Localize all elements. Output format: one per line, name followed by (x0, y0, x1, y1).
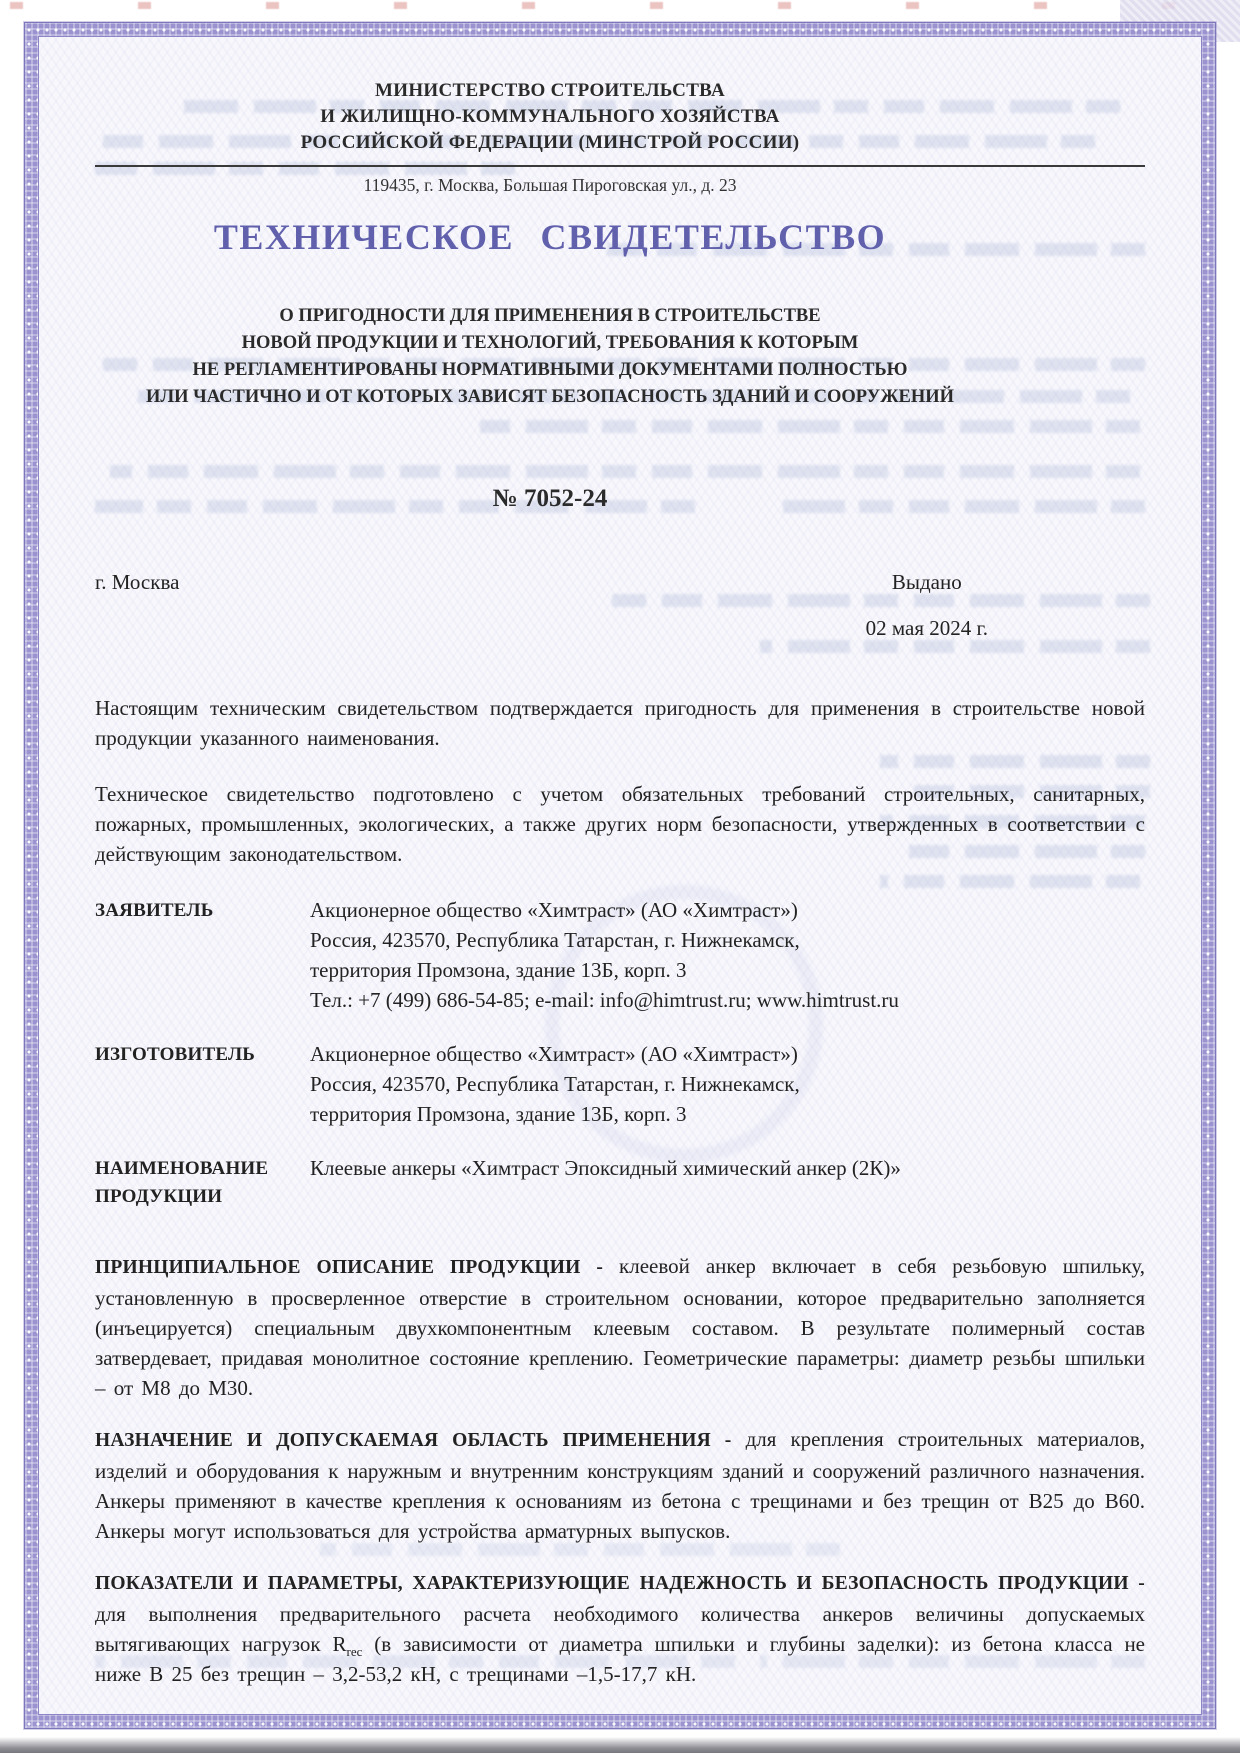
ministry-line-3: РОССИЙСКОЙ ФЕДЕРАЦИИ (МИНСТРОЙ РОССИИ) (300, 132, 800, 153)
section-purpose-scope (95, 1424, 1145, 1546)
section-heading: ПОКАЗАТЕЛИ И ПАРАМЕТРЫ, ХАРАКТЕРИЗУЮЩИЕ НАДЕЖНОСТЬ И БЕЗОПАСНОСТЬ ПРОДУКЦИИ - (95, 1573, 1145, 1594)
r-rec-subscript: rec (346, 1644, 363, 1660)
field-manufacturer (95, 1039, 1145, 1129)
fields-block (95, 895, 1145, 1211)
document-content (38, 36, 1202, 1715)
issue-city: г. Москва (95, 570, 180, 594)
field-value-line: территория Промзона, здание 13Б, корп. 3 (310, 1102, 687, 1126)
ministry-line-2: И ЖИЛИЩНО-КОММУНАЛЬНОГО ХОЗЯЙСТВА (320, 106, 780, 127)
section-heading: НАЗНАЧЕНИЕ И ДОПУСКАЕМАЯ ОБЛАСТЬ ПРИМЕНЕНИЯ - (95, 1430, 732, 1451)
field-value-line: Акционерное общество «Химтраст» (АО «Химтраст») (310, 898, 798, 922)
section-product-description (95, 1251, 1145, 1403)
field-label: ИЗГОТОВИТЕЛЬ (95, 1044, 256, 1065)
security-edge-marks (10, 2, 1230, 9)
ministry-address: 119435, г. Москва, Большая Пироговская ул., д. 23 (363, 175, 737, 195)
field-label: ЗАЯВИТЕЛЬ (95, 900, 214, 921)
subtitle-line: О ПРИГОДНОСТИ ДЛЯ ПРИМЕНЕНИЯ В СТРОИТЕЛЬСТВЕ (279, 306, 821, 326)
section-heading: ПРИНЦИПИАЛЬНОЕ ОПИСАНИЕ ПРОДУКЦИИ - (95, 1257, 604, 1278)
field-value-line: территория Промзона, здание 13Б, корп. 3 (310, 958, 687, 982)
field-value-line: Клеевые анкеры «Химтраст Эпоксидный химический анкер (2К)» (310, 1156, 901, 1180)
field-value-line: Россия, 423570, Республика Татарстан, г. Нижнекамск, (310, 928, 800, 952)
document-title: ТЕХНИЧЕСКОЕ СВИДЕТЕЛЬСТВО (213, 217, 887, 257)
field-value-line: Акционерное общество «Химтраст» (АО «Химтраст») (310, 1042, 798, 1066)
document-subtitle (95, 303, 1005, 411)
subtitle-line: НЕ РЕГЛАМЕНТИРОВАНЫ НОРМАТИВНЫМИ ДОКУМЕНТАМИ ПОЛНОСТЬЮ (192, 360, 908, 380)
document-number: № 7052-24 (492, 485, 608, 512)
section-reliability-parameters (95, 1567, 1145, 1689)
subtitle-line: НОВОЙ ПРОДУКЦИИ И ТЕХНОЛОГИЙ, ТРЕБОВАНИЯ К КОТОРЫМ (241, 333, 859, 353)
ministry-line-1: МИНИСТЕРСТВО СТРОИТЕЛЬСТВА (375, 80, 725, 101)
field-product-name (95, 1153, 1145, 1211)
field-value (310, 1153, 1145, 1211)
issued-label: Выдано (891, 570, 962, 594)
section-text-before: для выполнения предварительного расчета необходимого количества анкеров величины допускаемых вытягивающих нагрузок R (95, 1602, 1145, 1656)
field-value-line: Россия, 423570, Республика Татарстан, г. Нижнекамск, (310, 1072, 800, 1096)
scan-edge-shadow (0, 1737, 1240, 1753)
section-text: клеевой анкер включает в себя резьбовую шпильку, установленную в просверленное отверстие в строительном основании, которое предварительно заполняется (инъецируется) специальным двухкомпонентным клеевым составом. В результате полимерный состав затвердевает, придавая монолитное состояние креплению. Геометрические параметры: диаметр резьбы шпильки – от М8 до М30. (95, 1254, 1146, 1400)
ministry-name (95, 78, 1005, 156)
field-value (310, 1039, 1145, 1129)
section-text: для крепления строительных материалов, изделий и оборудования к наружным и внутренним конструкциям зданий и сооружений различного назначения. Анкеры применяют в качестве крепления к основаниям из бетона с трещинами и без трещин от В25 до В60. Анкеры могут использоваться для устройства арматурных выпусков. (95, 1427, 1145, 1543)
field-value (310, 895, 1145, 1015)
field-applicant (95, 895, 1145, 1015)
subtitle-line: ИЛИ ЧАСТИЧНО И ОТ КОТОРЫХ ЗАВИСЯТ БЕЗОПАСНОСТЬ ЗДАНИЙ И СООРУЖЕНИЙ (145, 387, 955, 407)
issued-date: 02 мая 2024 г. (865, 616, 988, 640)
header-divider (95, 165, 1145, 167)
issue-meta-row (95, 567, 1145, 643)
intro-paragraph-2: Техническое свидетельство подготовлено с учетом обязательных требований строительных, санитарных, пожарных, промышленных, экологических, а также других норм безопасности, утвержденных в соответствии с действующим законодательством. (95, 782, 1145, 866)
intro-paragraph-1: Настоящим техническим свидетельством подтверждается пригодность для применения в строительстве новой продукции указанного наименования. (95, 696, 1145, 750)
section-text-after: (в зависимости от диаметра шпильки и глубины заделки): из бетона класса не ниже В 25 без трещин – 3,2-53,2 кН, с трещинами –1,5-17,7 кН. (95, 1632, 1146, 1686)
field-label: НАИМЕНОВАНИЕ ПРОДУКЦИИ (95, 1158, 269, 1207)
issue-block (866, 567, 988, 643)
field-value-line: Тел.: +7 (499) 686-54-85; e-mail: info@himtrust.ru; www.himtrust.ru (310, 988, 899, 1012)
